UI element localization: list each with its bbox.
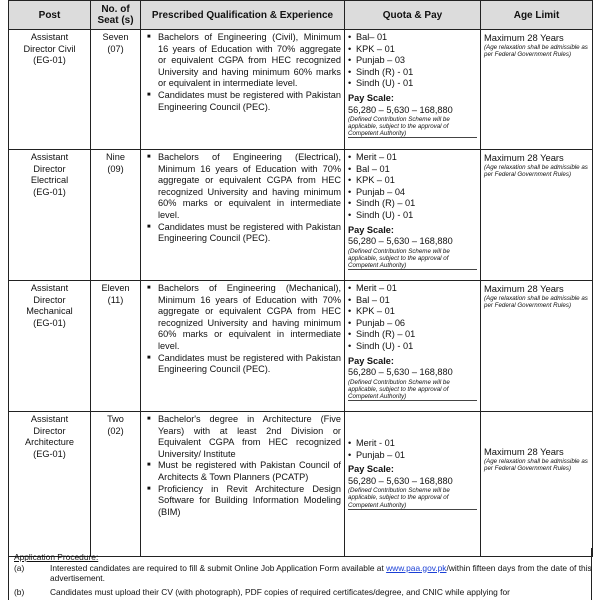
post-line: Director [33,425,66,436]
seats-cell [91,30,141,150]
quota-item: • Sindh (U) - 01 [356,210,477,222]
seats-line: (07) [107,43,124,54]
pay-scale-label: Pay Scale: [348,464,394,475]
seats-line: (11) [107,294,124,305]
post-cell [9,412,91,557]
procedure-text-before: Interested candidates are required to fill & submit Online Job Application Form available at [50,562,387,573]
table-row [9,412,593,557]
post-cell [9,30,91,150]
procedure-item-b [14,587,592,598]
header-qualification: Prescribed Qualification & Experience [141,1,345,30]
pay-scale-range: 56,280 – 5,630 – 168,880 [348,104,453,115]
qualification-list [144,32,341,113]
header-post: Post [9,1,91,30]
seats-cell [91,412,141,557]
pay-scale-note: (Defined Contribution Scheme will be applicable, subject to the approval of Competent Authority) [348,116,477,138]
table-header-row [9,1,593,30]
post-line: (EG-01) [33,55,66,66]
pay-scale-note: (Defined Contribution Scheme will be applicable, subject to the approval of Competent Authority) [348,379,477,401]
quota-item: • Punjab – 06 [356,318,477,330]
post-cell [9,281,91,412]
table-row [9,150,593,281]
age-limit-cell [481,30,593,150]
qualification-item: ■ Candidates must be registered with Pakistan Engineering Council (PEC). [158,90,341,113]
quota-item: • Merit – 01 [356,152,477,164]
procedure-heading: Application Procedure: [14,552,99,562]
age-relaxation-note: (Age relaxation shall be admissible as per Federal Government Rules) [484,163,588,178]
pay-scale-note: (Defined Contribution Scheme will be applicable, subject to the approval of Competent Authority) [348,487,477,509]
application-procedure [14,552,592,597]
table-row [9,281,593,412]
pay-scale-range: 56,280 – 5,630 – 168,880 [348,367,453,378]
qualification-item: ■ Candidates must be registered with Pakistan Engineering Council (PEC). [158,353,341,376]
qualification-cell [141,150,345,281]
post-cell [9,150,91,281]
quota-list [348,32,477,90]
header-age-limit: Age Limit [481,1,593,30]
qualification-cell [141,412,345,557]
quota-item: • Merit - 01 [356,438,477,450]
seats-cell [91,150,141,281]
qualification-item: ■ Must be registered with Pakistan Council of Architects & Town Planners (PCATP) [158,460,341,483]
seats-line: (09) [107,163,124,174]
post-line: (EG-01) [33,317,66,328]
table-row [9,30,593,150]
quota-item: • Sindh (R) – 01 [356,198,477,210]
header-seats: No. of Seat (s) [91,1,141,30]
quota-item: • Bal – 01 [356,295,477,307]
quota-pay-cell [345,150,481,281]
quota-item: • Sindh (U) - 01 [356,341,477,353]
seats-cell [91,281,141,412]
procedure-item-marker: (a) [14,562,25,573]
post-line: Mechanical [26,306,73,317]
age-relaxation-note: (Age relaxation shall be admissible as per Federal Government Rules) [484,457,588,472]
quota-item: • Bal– 01 [356,32,477,44]
procedure-item-text: Candidates must upload their CV (with photograph), PDF copies of required certificates/degree, and CNIC while applying for [50,586,510,597]
age-limit-value: Maximum 28 Years [484,152,564,163]
qualification-item: ■ Bachelor's degree in Architecture (Five Years) with at least 2nd Division or Equivalent CGPA from HEC recognized University/ Institute [158,414,341,460]
post-line: Assistant [30,283,69,293]
procedure-item-marker: (b) [14,586,25,597]
header-quota-pay: Quota & Pay [345,1,481,30]
qualification-list [144,152,341,245]
seats-line: Eleven [101,283,130,293]
pay-scale-label: Pay Scale: [348,355,394,366]
vacancy-table [8,0,593,557]
qualification-list [144,283,341,376]
quota-item: • Bal – 01 [356,164,477,176]
age-limit-value: Maximum 28 Years [484,32,564,43]
quota-pay-cell [345,30,481,150]
post-line: Assistant [30,32,69,42]
quota-item: • Sindh (R) – 01 [356,329,477,341]
quota-item: • Punjab – 03 [356,55,477,67]
quota-list [348,283,477,353]
quota-item: • Merit – 01 [356,283,477,295]
quota-pay-cell [345,281,481,412]
quota-list [348,438,477,461]
post-line: Director [33,163,66,174]
post-line: (EG-01) [33,448,66,459]
seats-line: Nine [106,152,125,162]
seats-line: (02) [107,425,124,436]
pay-scale-range: 56,280 – 5,630 – 168,880 [348,236,453,247]
age-limit-cell [481,412,593,557]
age-limit-value: Maximum 28 Years [484,283,564,294]
qualification-item: ■ Candidates must be registered with Pakistan Engineering Council (PEC). [158,222,341,245]
quota-item: • Punjab – 01 [356,450,477,462]
procedure-item-text [50,563,592,584]
quota-item: • Sindh (R) - 01 [356,67,477,79]
seats-line: Seven [102,32,129,42]
post-line: Director Civil [23,43,76,54]
quota-item: • KPK – 01 [356,44,477,56]
post-line: Assistant [30,152,69,162]
quota-pay-cell [345,412,481,557]
quota-item: • Punjab – 04 [356,187,477,199]
qualification-cell [141,281,345,412]
age-relaxation-note: (Age relaxation shall be admissible as per Federal Government Rules) [484,294,588,309]
qualification-item: ■ Bachelors of Engineering (Electrical), Minimum 16 years of Education with 70% aggregate or equivalent CGPA from HEC recognized University and having minimum 60% marks or equivalent in intermediate level. [158,152,341,222]
quota-item: • KPK – 01 [356,175,477,187]
qualification-item: ■ Proficiency in Revit Architecture Design Software for Building Information Modeling (BIM) [158,484,341,519]
post-line: Director [33,294,66,305]
table-body [9,30,593,557]
qualification-item: ■ Bachelors of Engineering (Mechanical), Minimum 16 years of Education with 70% aggregate or equivalent CGPA from HEC recognized University and having minimum 60% marks or equivalent in intermediate level. [158,283,341,353]
qualification-list [144,414,341,518]
post-line: Assistant [30,414,69,424]
post-line: (EG-01) [33,186,66,197]
quota-list [348,152,477,222]
age-limit-cell [481,150,593,281]
age-limit-cell [481,281,593,412]
paa-website-link[interactable]: www.paa.gov.pk [386,562,447,573]
procedure-item-a [14,563,592,584]
seats-line: Two [107,414,124,424]
age-limit-value: Maximum 28 Years [484,446,564,457]
qualification-item: ■ Bachelors of Engineering (Civil), Minimum 16 years of Education with 70% aggregate or equivalent CGPA from HEC recognized University and having minimum 60% marks or equivalent in intermediate level. [158,32,341,90]
post-line: Electrical [30,175,69,186]
quota-item: • Sindh (U) - 01 [356,78,477,90]
procedure-text-after: /within fifteen days from the date of this advertisement. [50,562,592,583]
pay-scale-range: 56,280 – 5,630 – 168,880 [348,475,453,486]
pay-scale-note: (Defined Contribution Scheme will be applicable, subject to the approval of Competent Authority) [348,248,477,270]
pay-scale-label: Pay Scale: [348,92,394,103]
post-line: Architecture [24,437,75,448]
quota-item: • KPK – 01 [356,306,477,318]
qualification-cell [141,30,345,150]
age-relaxation-note: (Age relaxation shall be admissible as per Federal Government Rules) [484,43,588,58]
pay-scale-label: Pay Scale: [348,224,394,235]
